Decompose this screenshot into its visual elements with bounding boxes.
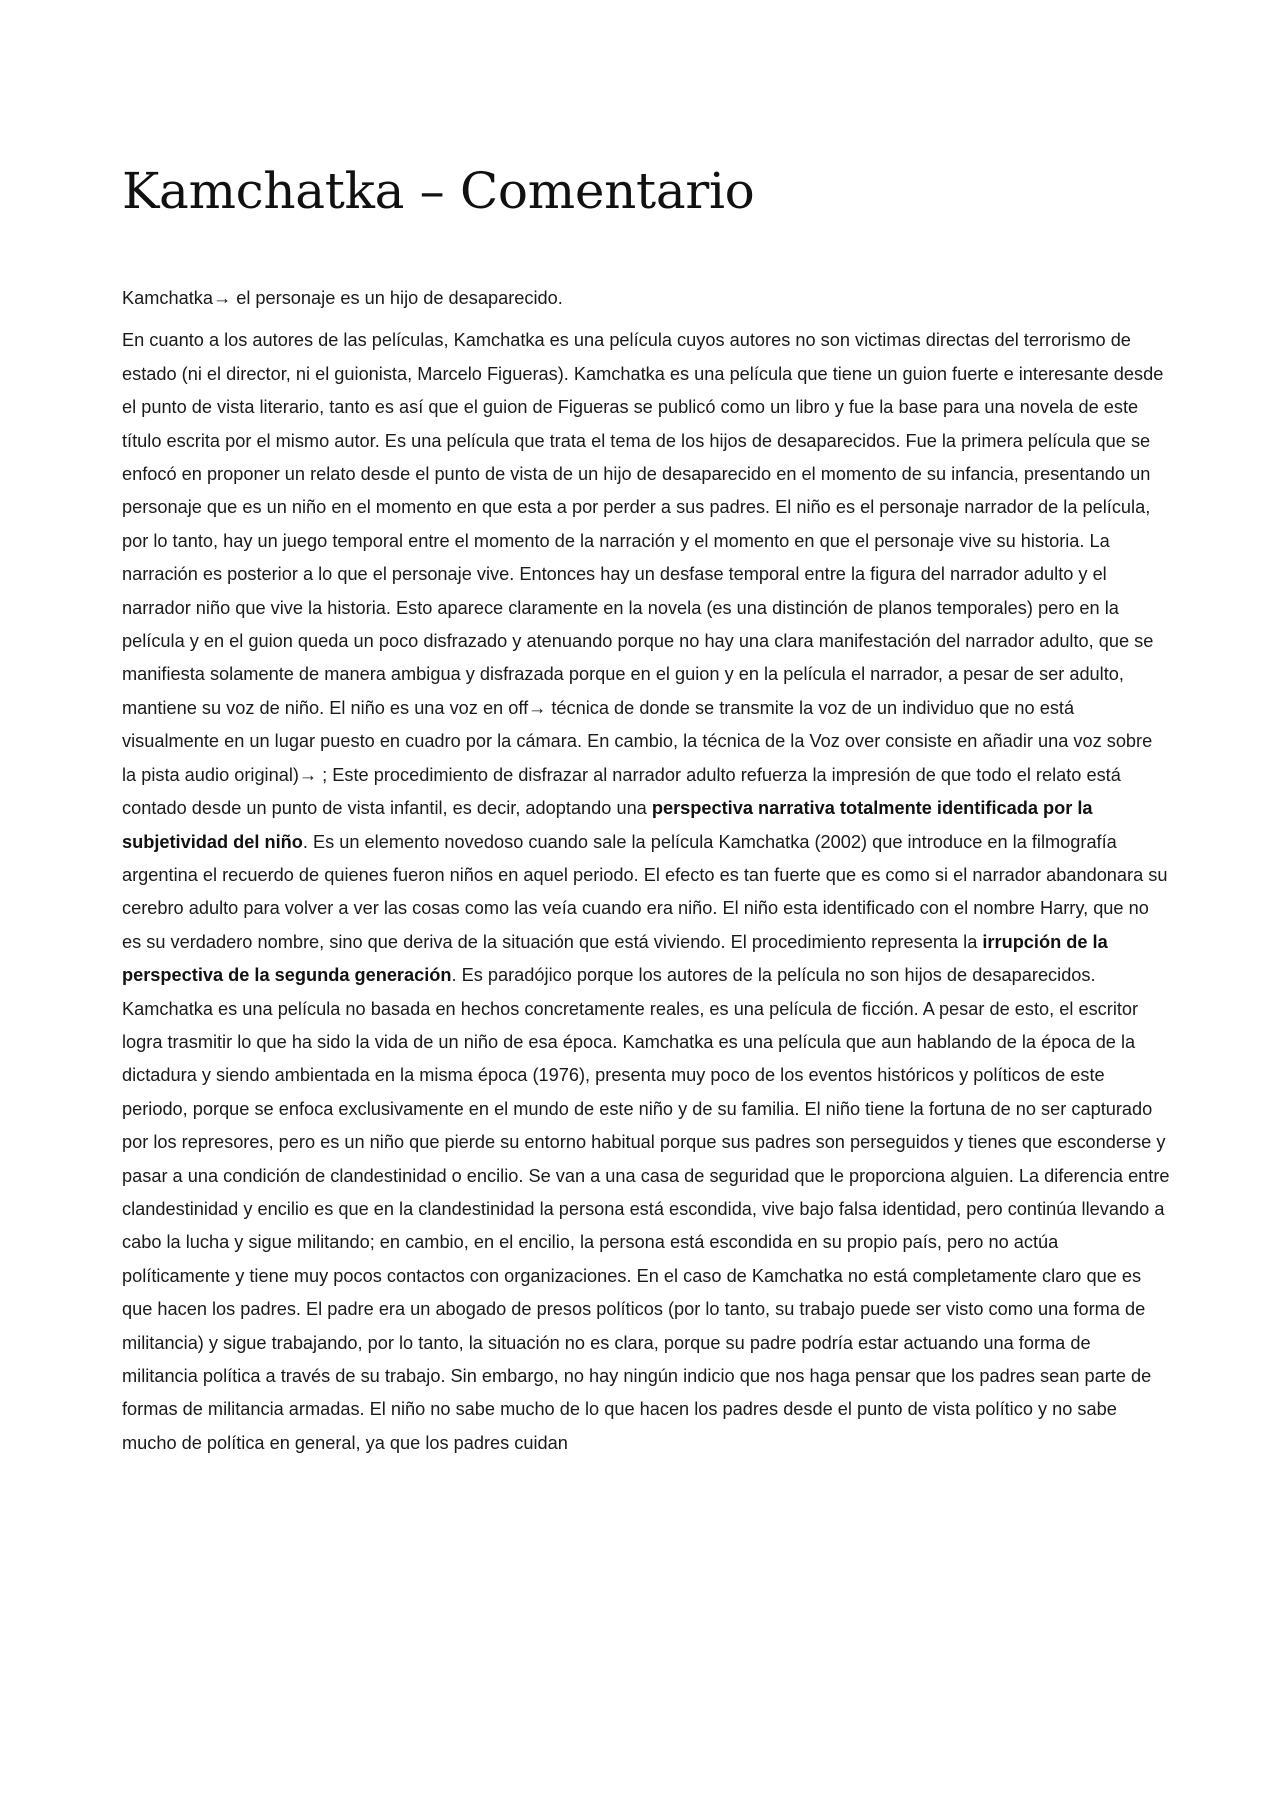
body-paragraph: [122, 324, 1170, 1460]
bold-phrase-segunda-generacion: irrupción de la perspectiva de la segunda generación: [122, 931, 1108, 986]
body-text-segment: . Es paradójico porque los autores de la película no son hijos de desaparecidos. Kamchatka es una película no basada en hechos concretamente reales, es una película de ficción. A pesar de esto, el escritor logra trasmitir lo que ha sido la vida de un niño de esa época. Kamchatka es una película que aun hablando de la época de la dictadura y siendo ambientada en la misma época (1976), presenta muy poco de los eventos históricos y políticos de este periodo, porque se enfoca exclusivamente en el mundo de este niño y de su familia. El niño tiene la fortuna de no ser capturado por los represores, pero es un niño que pierde su entorno habitual porque sus padres son perseguidos y tienes que esconderse y pasar a una condición de clandestinidad o encilio. Se van a una casa de seguridad que le proporciona alguien. La diferencia entre clandestinidad y encilio es que en la clandestinidad la persona está escondida, vive bajo falsa identidad, pero continúa llevando a cabo la lucha y sigue militando; en cambio, en el encilio, la persona está escondida en su propio país, pero no actúa políticamente y tiene muy pocos contactos con organizaciones. En el caso de Kamchatka no está completamente claro que es que hacen los padres. El padre era un abogado de presos políticos (por lo tanto, su trabajo puede ser visto como una forma de militancia) y sigue trabajando, por lo tanto, la situación no es clara, porque su padre podría estar actuando una forma de militancia política a través de su trabajo. Sin embargo, no hay ningún indicio que nos haga pensar que los padres sean parte de formas de militancia armadas. El niño no sabe mucho de lo que hacen los padres desde el punto de vista político y no sabe mucho de política en general, ya que los padres cuidan: [122, 965, 1170, 1453]
document-title: Kamchatka – Comentario: [122, 162, 755, 220]
intro-paragraph: Kamchatka→ el personaje es un hijo de desaparecido.: [122, 288, 563, 308]
body-text-segment: En cuanto a los autores de las películas, Kamchatka es una película cuyos autores no son victimas directas del terrorismo de estado (ni el director, ni el guionista, Marcelo Figueras). Kamchatka es una película que tiene un guion fuerte e interesante desde el punto de vista literario, tanto es así que el guion de Figueras se publicó como un libro y fue la base para una novela de este título escrita por el mismo autor. Es una película que trata el tema de los hijos de desaparecidos. Fue la primera película que se enfocó en proponer un relato desde el punto de vista de un hijo de desaparecido en el momento de su infancia, presentando un personaje que es un niño en el momento en que esta a por perder a sus padres. El niño es el personaje narrador de la película, por lo tanto, hay un juego temporal entre el momento de la narración y el momento en que el personaje vive su historia. La narración es posterior a lo que el personaje vive. Entonces hay un desfase temporal entre la figura del narrador adulto y el narrador niño que vive la historia. Esto aparece claramente en la novela (es una distinción de planos temporales) pero en la película y en el guion queda un poco disfrazado y atenuando porque no hay una clara manifestación del narrador adulto, que se manifiesta solamente de manera ambigua y disfrazada porque en el guion y en la película el narrador, a pesar de ser adulto, mantiene su voz de niño. El niño es una voz en off→ técnica de donde se transmite la voz de un individuo que no está visualmente en un lugar puesto en cuadro por la cámara. En cambio, la técnica de la Voz over consiste en añadir una voz sobre la pista audio original)→ ; Este procedimiento de disfrazar al narrador adulto refuerza la impresión de que todo el relato está contado desde un punto de vista infantil, es decir, adoptando una: [122, 330, 1164, 819]
document-content: [122, 150, 1170, 1460]
bold-phrase-perspectiva: perspectiva narrativa totalmente identificada por la subjetividad del niño: [122, 798, 1093, 852]
body-text-segment: . Es un elemento novedoso cuando sale la película Kamchatka (2002) que introduce en la filmografía argentina el recuerdo de quienes fueron niños en aquel periodo. El efecto es tan fuerte que es como si el narrador abandonara su cerebro adulto para volver a ver las cosas como las veía cuando era niño. El niño esta identificado con el nombre Harry, que no es su verdadero nombre, sino que deriva de la situación que está viviendo. El procedimiento representa la: [122, 831, 1168, 952]
